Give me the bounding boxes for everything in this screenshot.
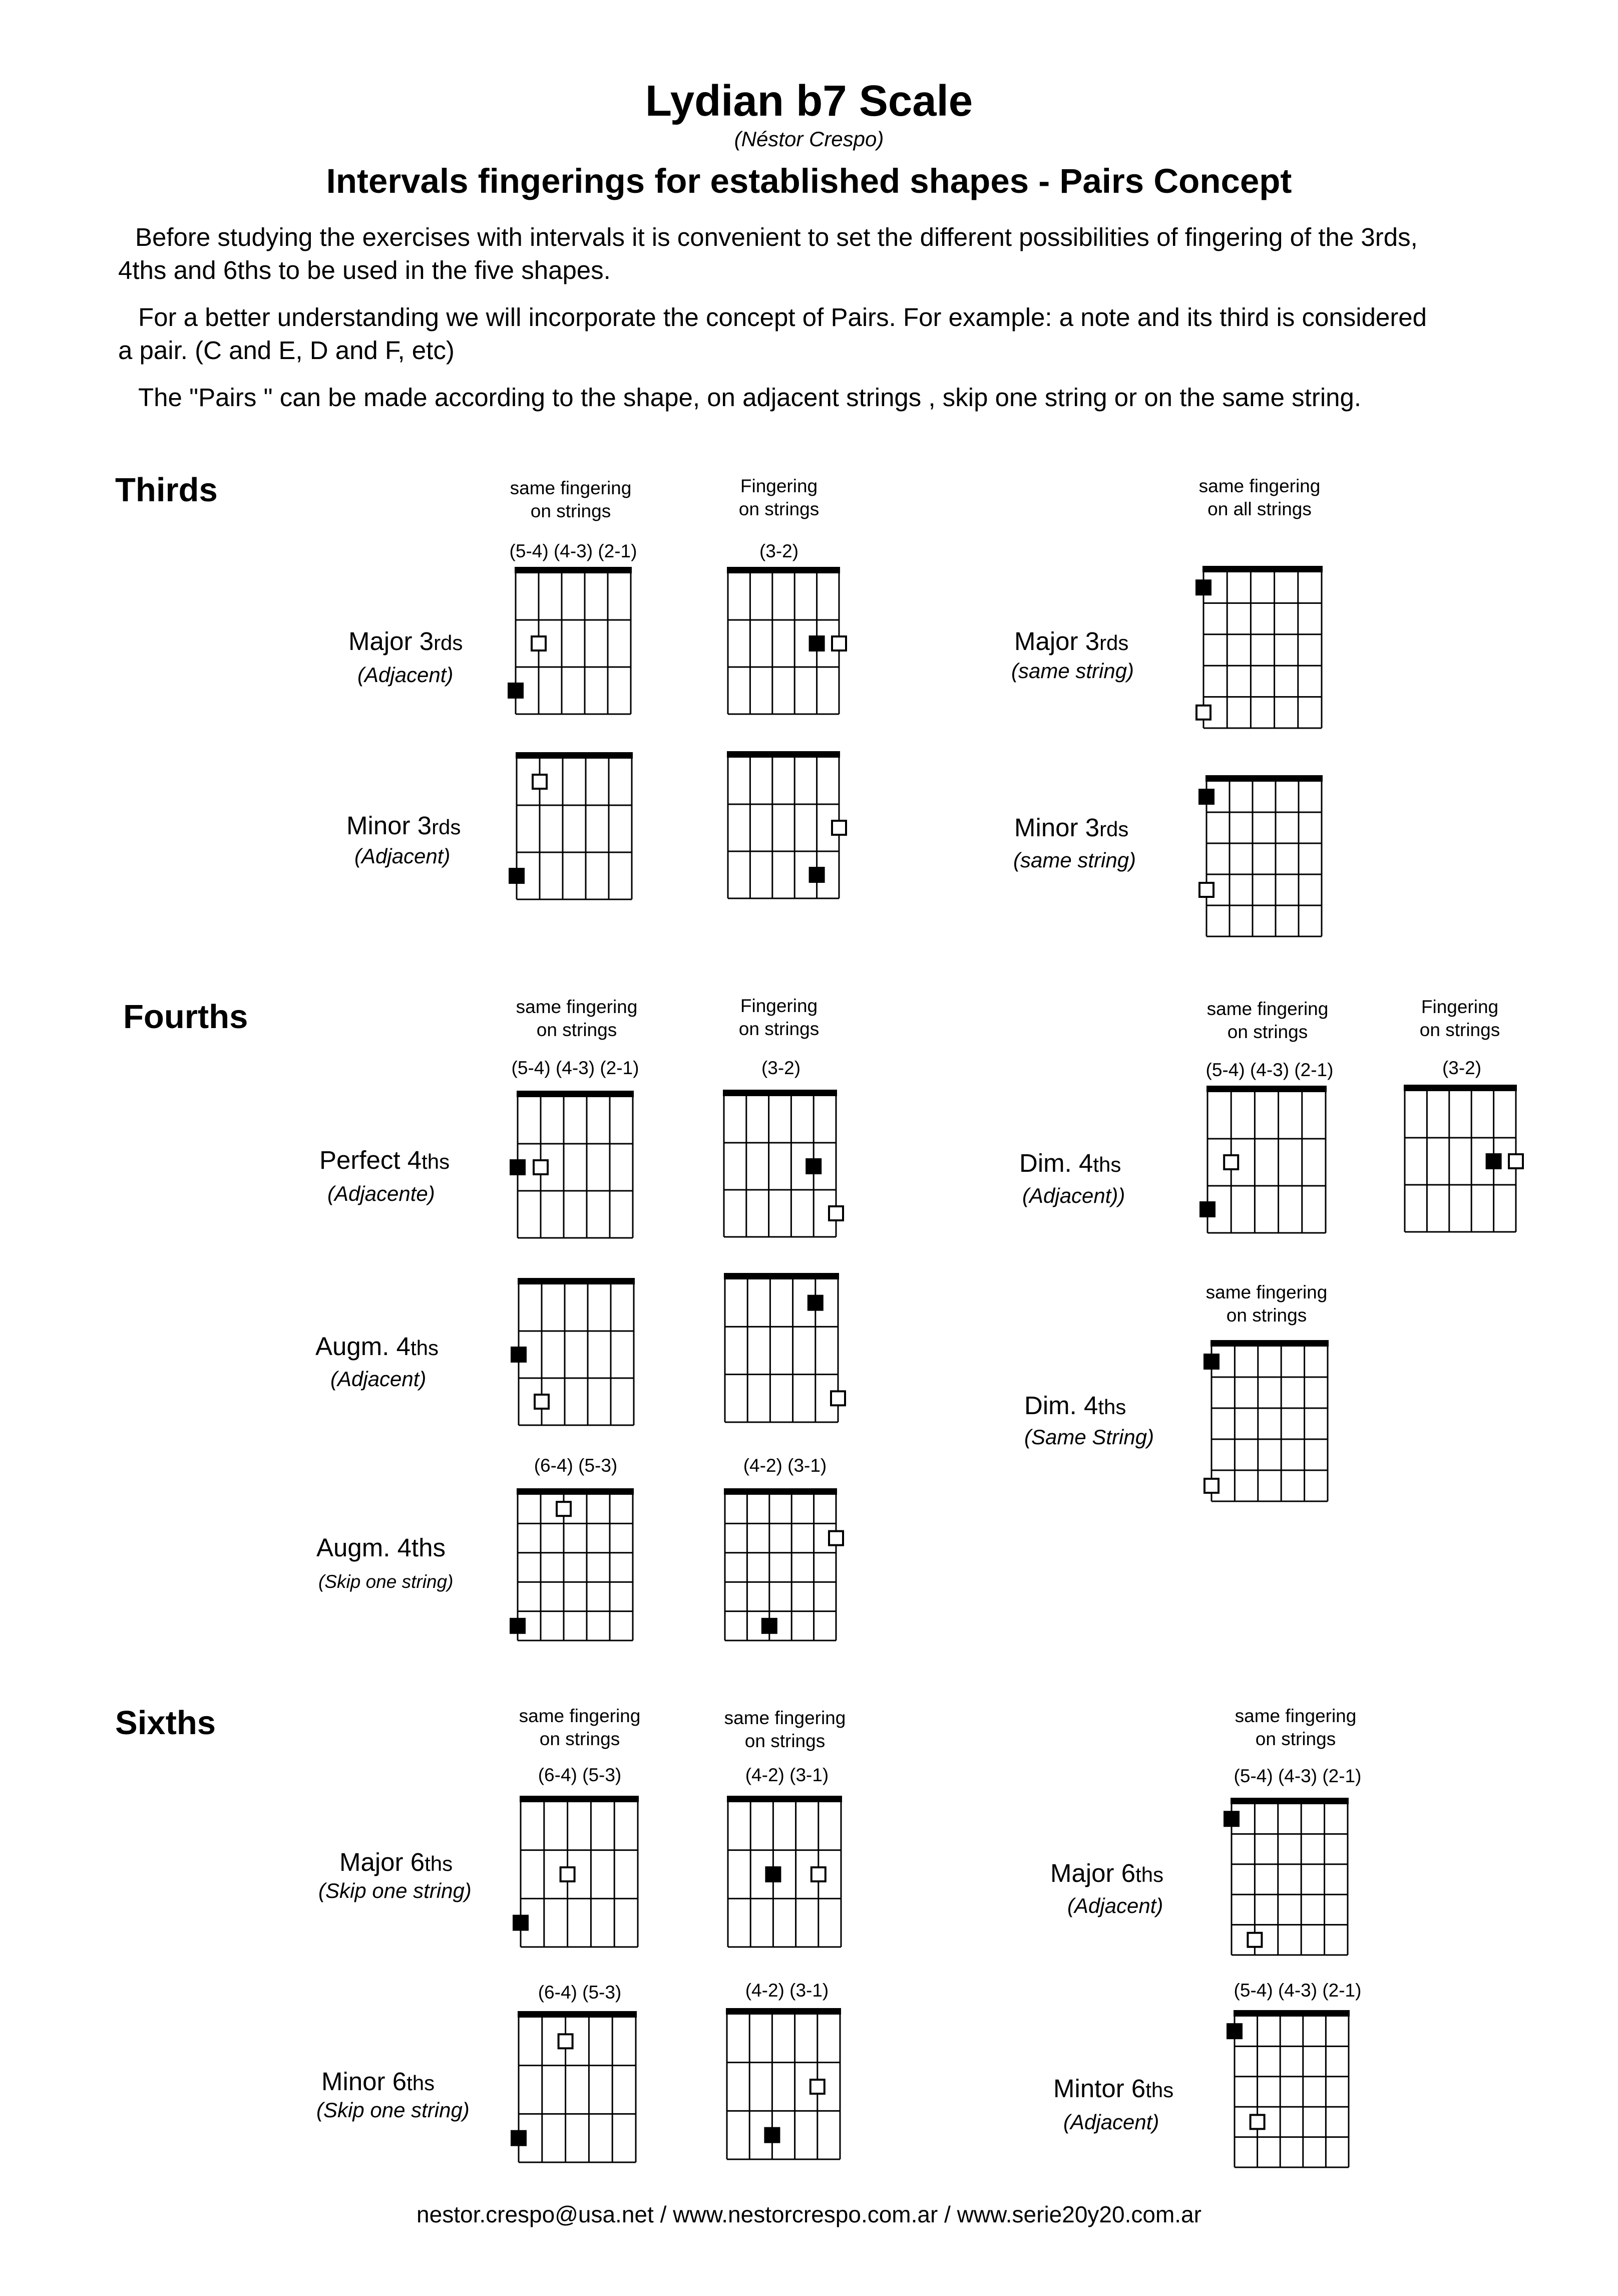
caption-same-fingering: same fingering on strings <box>510 478 632 522</box>
caption-same-fingering: same fingering on strings <box>1206 999 1329 1043</box>
section-thirds: Thirds <box>115 471 218 509</box>
sublabel-adjacent: (Adjacent) <box>1067 1894 1163 1917</box>
filled-note-marker <box>1199 1201 1216 1217</box>
label-major-3rds-adjacent: Major 3rds <box>348 627 463 655</box>
filled-note-marker <box>1224 1811 1240 1827</box>
fretboard-diagram-major-6ths-skip-a <box>509 1790 650 1959</box>
caption-same-fingering-all-strings: same fingering on all strings <box>1198 476 1321 520</box>
string-set-label: (4-2) (3-1) <box>743 1455 827 1476</box>
label-major-6ths-skip: Major 6ths <box>339 1848 453 1876</box>
filled-note-marker <box>1195 579 1211 595</box>
fretboard-diagram-minor-3rds-adjacent-a <box>505 746 644 911</box>
filled-note-marker <box>1198 789 1215 805</box>
nut-bar <box>520 1796 639 1802</box>
nut-bar <box>723 1090 837 1096</box>
nut-bar <box>518 1278 635 1284</box>
fretboard-diagram-minor-6ths-skip-a <box>507 2005 648 2174</box>
fretboard-diagram-dim-4ths-adjacent <box>1195 1080 1338 1245</box>
label-perfect-4ths: Perfect 4ths <box>319 1146 450 1174</box>
open-note-marker <box>533 775 547 789</box>
fretboard-diagram-perfect-4ths-b <box>712 1084 848 1249</box>
sublabel-same-string: (same string) <box>1013 848 1136 872</box>
filled-note-marker <box>508 683 524 699</box>
sublabel-same-string: (same string) <box>1011 659 1134 683</box>
label-augm-4ths-adjacent: Augm. 4ths <box>315 1332 439 1361</box>
open-note-marker <box>532 636 546 650</box>
string-set-label: (3-2) <box>759 541 799 561</box>
string-set-label: (5-4) (4-3) (2-1) <box>1234 1766 1362 1786</box>
fretboard-diagram-perfect-4ths-a <box>506 1085 645 1250</box>
nut-bar <box>1404 1085 1517 1091</box>
label-minor-6ths-adjacent: Mintor 6ths <box>1053 2074 1174 2103</box>
nut-bar <box>516 752 633 759</box>
caption-same-fingering: same fingering on strings <box>1235 1706 1357 1750</box>
caption-same-fingering: same fingering on strings <box>516 997 638 1041</box>
intro-paragraph-1-line-1: Before studying the exercises with intervals it is convenient to set the different possibilities of fingering of the 3rds, <box>135 223 1418 251</box>
string-set-label: (5-4) (4-3) (2-1) <box>1234 1980 1362 2001</box>
filled-note-marker <box>511 1347 527 1363</box>
label-minor-3rds-same-string: Minor 3rds <box>1014 813 1129 842</box>
filled-note-marker <box>764 2127 780 2143</box>
open-note-marker <box>1509 1154 1523 1168</box>
caption-same-fingering: same fingering on strings <box>1205 1282 1328 1326</box>
filled-note-marker <box>809 867 825 883</box>
nut-bar <box>1210 1340 1329 1347</box>
open-note-marker <box>1224 1155 1238 1169</box>
string-set-label: (5-4) (4-3) (2-1) <box>1205 1060 1334 1080</box>
string-set-label: (4-2) (3-1) <box>745 1765 829 1785</box>
nut-bar <box>517 1091 634 1097</box>
sublabel-skip-one-string: (Skip one string) <box>318 1879 472 1902</box>
open-note-marker <box>534 1160 548 1174</box>
fretboard-diagram-minor-6ths-adjacent <box>1223 2004 1361 2179</box>
page-subtitle: Intervals fingerings for established shapes - Pairs Concept <box>326 162 1292 200</box>
string-set-label: (5-4) (4-3) (2-1) <box>509 541 637 561</box>
author-credit: (Néstor Crespo) <box>734 127 884 151</box>
string-set-label: (5-4) (4-3) (2-1) <box>511 1058 639 1078</box>
label-minor-3rds-adjacent: Minor 3rds <box>346 811 461 840</box>
filled-note-marker <box>809 635 825 651</box>
sublabel-same-string: (Same String) <box>1024 1425 1154 1449</box>
nut-bar <box>727 567 840 573</box>
open-note-marker <box>557 1502 571 1516</box>
string-set-label: (6-4) (5-3) <box>538 1765 622 1785</box>
string-set-label: (6-4) (5-3) <box>538 1982 622 2003</box>
fretboard-diagram-dim-4ths-same-string <box>1199 1334 1340 1513</box>
fretboard-diagram-augm-4ths-skip-a <box>506 1482 645 1653</box>
page-title: Lydian b7 Scale <box>645 77 973 125</box>
nut-bar <box>1202 566 1323 572</box>
sublabel-adjacente: (Adjacente) <box>327 1182 435 1205</box>
open-note-marker <box>1251 2115 1265 2129</box>
sublabel-adjacent: (Adjacent) <box>354 844 451 868</box>
caption-fingering-on-strings: Fingering on strings <box>738 476 820 520</box>
intro-paragraph-2-line-1: For a better understanding we will incorporate the concept of Pairs. For example: a note and its third is considered <box>138 303 1427 332</box>
open-note-marker <box>829 1206 843 1220</box>
caption-same-fingering: same fingering on strings <box>724 1708 846 1752</box>
filled-note-marker <box>513 1915 529 1931</box>
open-note-marker <box>812 1867 826 1881</box>
fretboard-diagram-major-6ths-adjacent <box>1220 1792 1360 1967</box>
nut-bar <box>726 2008 841 2015</box>
filled-note-marker <box>509 868 525 884</box>
string-set-label: (3-2) <box>1442 1058 1482 1078</box>
nut-bar <box>518 2011 637 2018</box>
fretboard-diagram-dim-4ths-3-2 <box>1393 1079 1528 1244</box>
fretboard-diagram-major-3rds-adjacent-b <box>716 561 851 726</box>
sublabel-adjacent: (Adjacent) <box>1063 2110 1159 2134</box>
filled-note-marker <box>1227 2023 1243 2039</box>
fretboard-diagram-major-3rds-same-string <box>1191 560 1334 740</box>
section-sixths: Sixths <box>115 1704 216 1742</box>
intro-paragraph-3: The "Pairs " can be made according to the shape, on adjacent strings , skip one string or on the same string. <box>138 383 1362 412</box>
sublabel-skip-one-string: (Skip one string) <box>318 1571 454 1592</box>
caption-same-fingering: same fingering on strings <box>519 1706 641 1750</box>
nut-bar <box>1231 1798 1349 1804</box>
section-fourths: Fourths <box>123 998 248 1036</box>
fretboard-diagram-augm-4ths-adjacent-a <box>507 1272 646 1437</box>
nut-bar <box>1206 1086 1327 1092</box>
footer-contact: nestor.crespo@usa.net / www.nestorcrespo.com.ar / www.serie20y20.com.ar <box>417 2201 1201 2227</box>
intro-paragraph-2-line-2: a pair. (C and E, D and F, etc) <box>118 336 455 365</box>
open-note-marker <box>832 821 846 835</box>
caption-fingering-on-strings: Fingering on strings <box>1419 997 1500 1041</box>
fretboard-diagram-major-6ths-skip-b <box>716 1790 853 1959</box>
string-set-label: (3-2) <box>761 1058 801 1078</box>
label-augm-4ths-skip: Augm. 4ths <box>316 1533 446 1562</box>
sublabel-skip-one-string: (Skip one string) <box>316 2098 470 2122</box>
string-set-label: (6-4) (5-3) <box>534 1455 618 1476</box>
fretboard-diagram-major-3rds-adjacent-a <box>504 561 643 726</box>
filled-note-marker <box>805 1158 822 1174</box>
label-major-3rds-same-string: Major 3rds <box>1014 627 1129 655</box>
nut-bar <box>517 1488 634 1495</box>
nut-bar <box>727 1796 842 1802</box>
nut-bar <box>724 1488 837 1495</box>
filled-note-marker <box>761 1618 777 1634</box>
fretboard-diagram-minor-3rds-adjacent-b <box>716 745 851 910</box>
filled-note-marker <box>511 2130 527 2146</box>
filled-note-marker <box>807 1295 824 1311</box>
open-note-marker <box>559 2034 573 2048</box>
intro-paragraph-1-line-2: 4ths and 6ths to be used in the five shapes. <box>118 256 611 284</box>
open-note-marker <box>811 2080 825 2094</box>
filled-note-marker <box>510 1159 526 1175</box>
nut-bar <box>727 751 840 758</box>
open-note-marker <box>1204 1479 1219 1493</box>
fretboard-diagram-minor-6ths-skip-b <box>715 2002 852 2171</box>
open-note-marker <box>1199 883 1213 897</box>
nut-bar <box>724 1273 839 1279</box>
fretboard-diagram-minor-3rds-same-string <box>1194 769 1334 948</box>
label-major-6ths-adjacent: Major 6ths <box>1050 1859 1164 1887</box>
filled-note-marker <box>1486 1153 1502 1169</box>
open-note-marker <box>561 1867 575 1881</box>
filled-note-marker <box>765 1866 781 1882</box>
open-note-marker <box>832 636 846 650</box>
sublabel-adjacent: (Adjacent) <box>357 663 454 687</box>
label-dim-4ths-same-string: Dim. 4ths <box>1024 1391 1126 1420</box>
open-note-marker <box>829 1531 843 1545</box>
nut-bar <box>515 567 632 573</box>
open-note-marker <box>831 1391 845 1405</box>
nut-bar <box>1234 2010 1350 2017</box>
label-dim-4ths-adjacent: Dim. 4ths <box>1019 1149 1121 1177</box>
sublabel-adjacent: (Adjacent) <box>330 1367 427 1391</box>
string-set-label: (4-2) (3-1) <box>745 1980 829 2001</box>
fretboard-diagram-augm-4ths-adjacent-b <box>713 1267 850 1434</box>
sublabel-adjacent: (Adjacent)) <box>1022 1184 1125 1207</box>
open-note-marker <box>1196 706 1210 720</box>
open-note-marker <box>1248 1933 1262 1947</box>
caption-fingering-on-strings: Fingering on strings <box>738 996 820 1040</box>
filled-note-marker <box>510 1618 526 1634</box>
nut-bar <box>1205 775 1323 782</box>
open-note-marker <box>535 1395 549 1409</box>
label-minor-6ths-skip: Minor 6ths <box>321 2067 435 2096</box>
filled-note-marker <box>1203 1354 1220 1370</box>
fretboard-diagram-augm-4ths-skip-b <box>713 1482 848 1653</box>
